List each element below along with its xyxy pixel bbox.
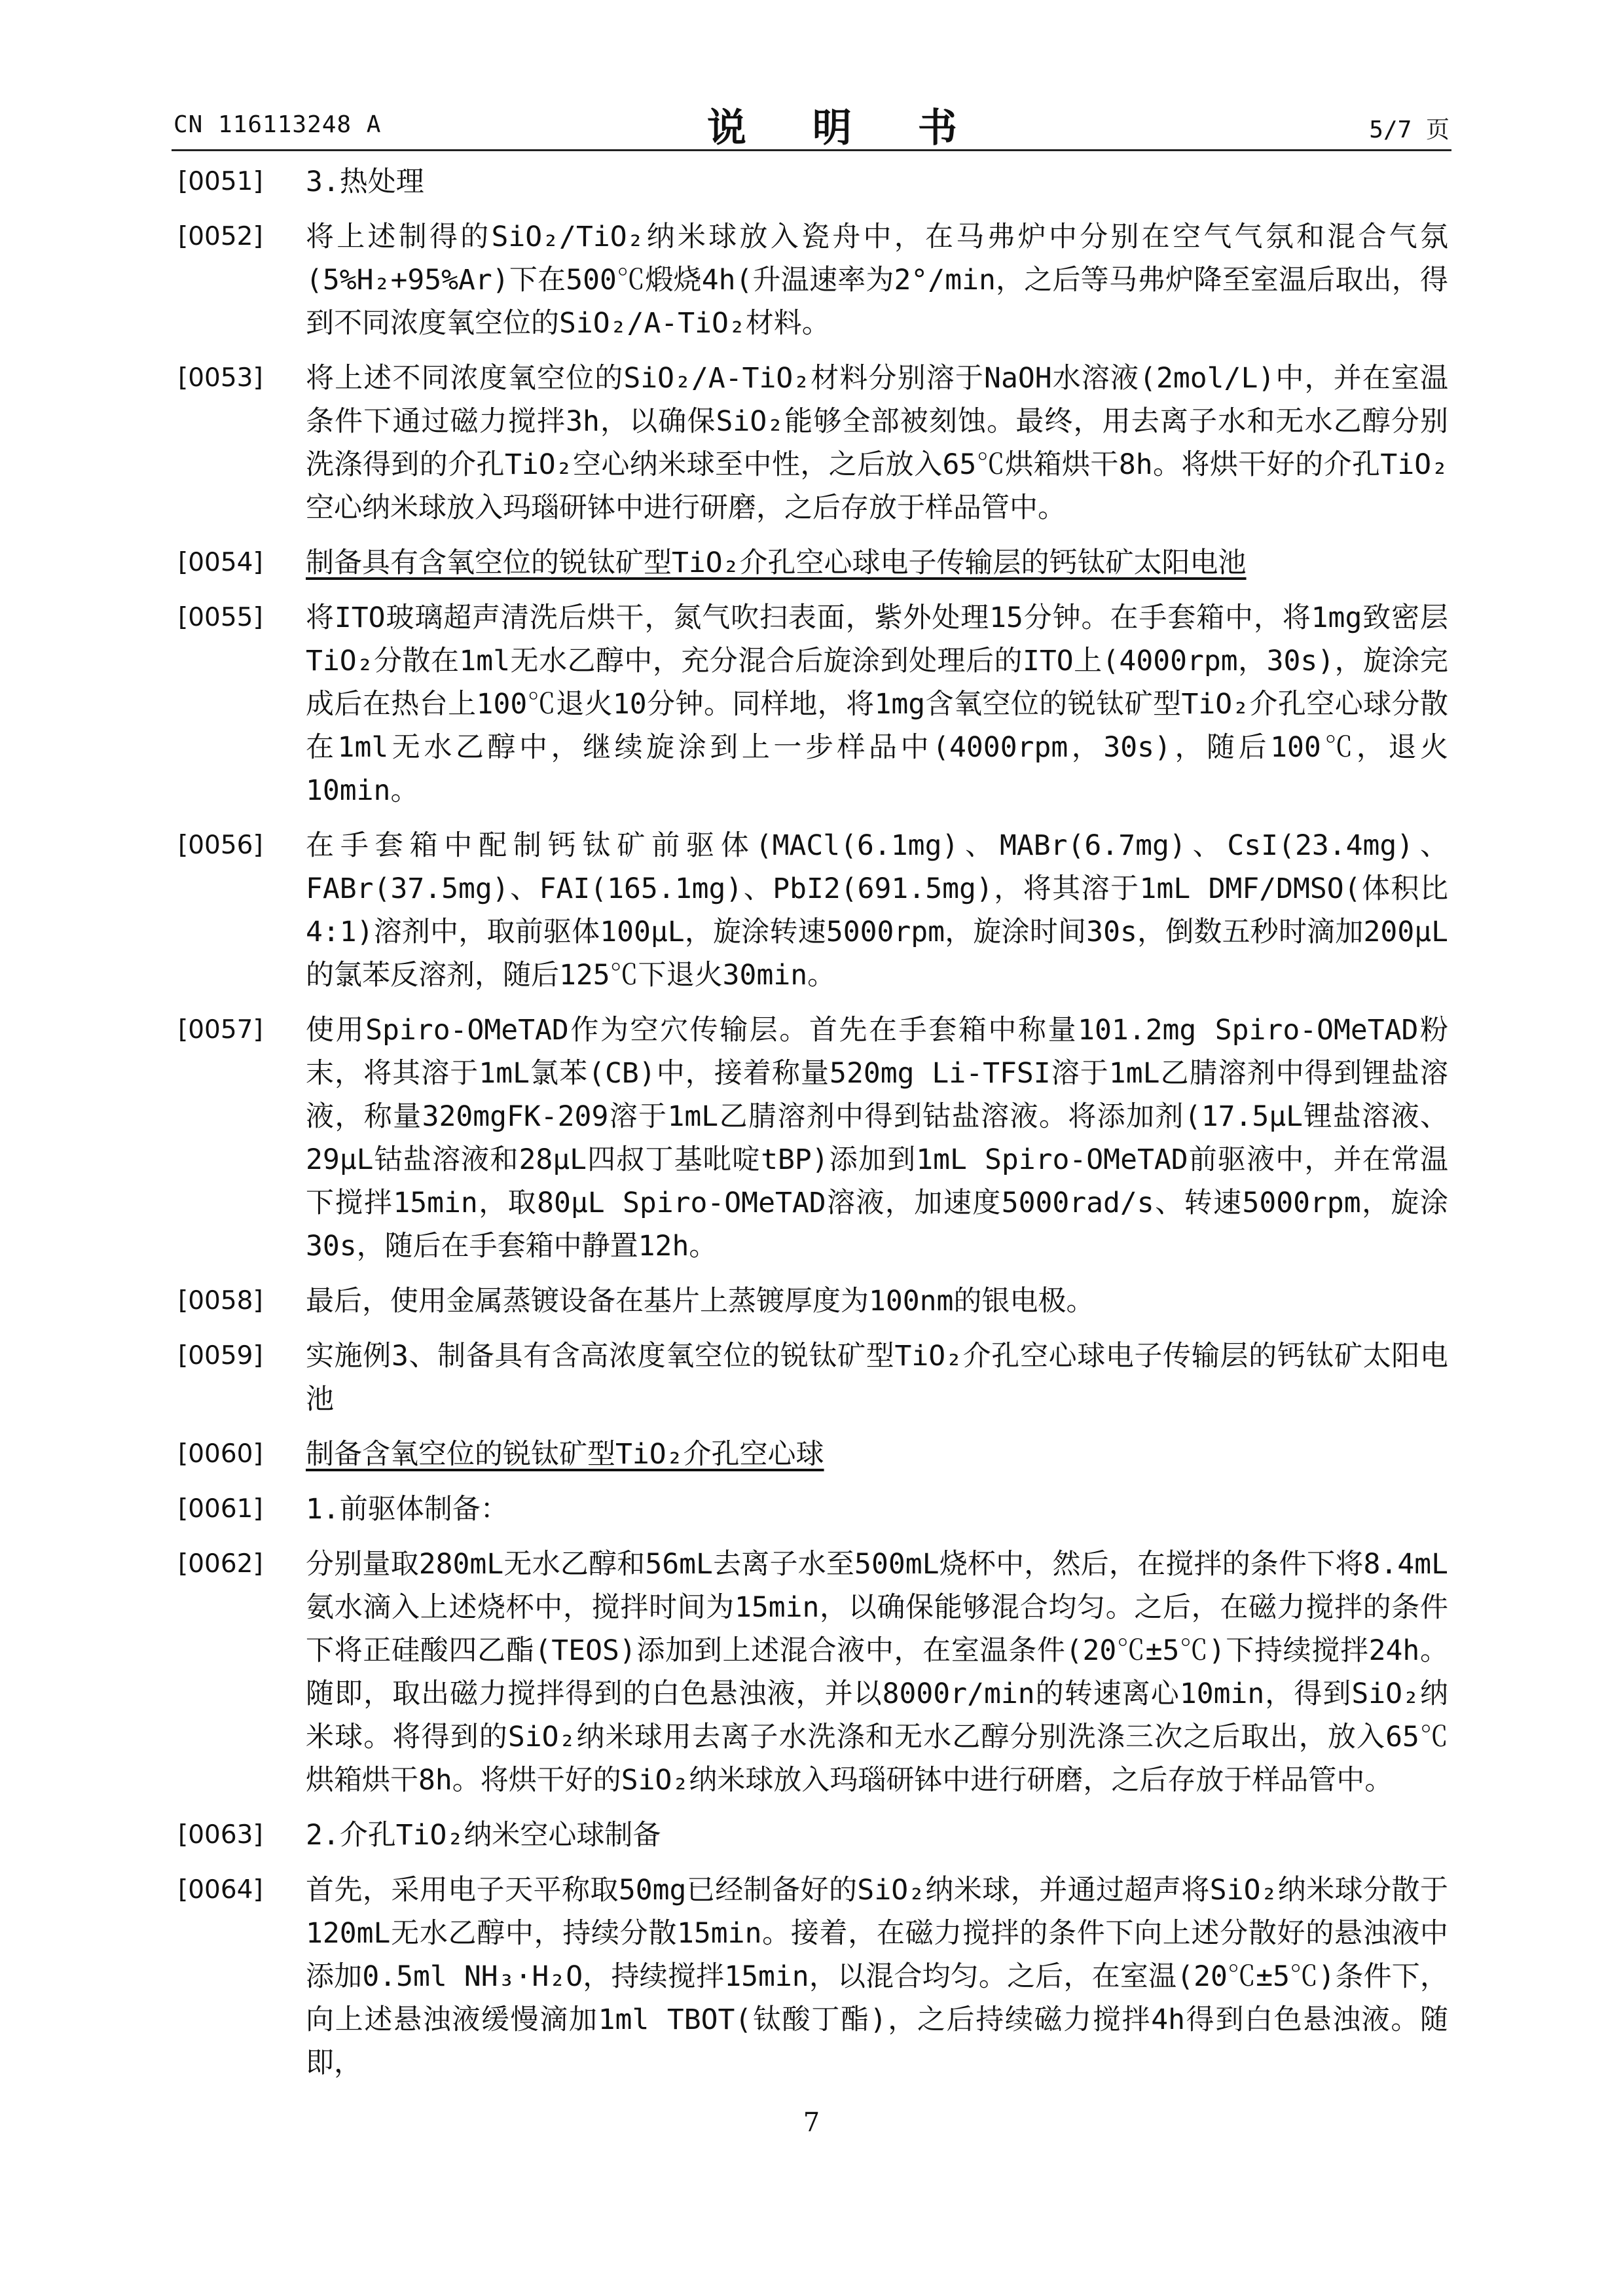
paragraph-number: [0051] bbox=[178, 167, 263, 196]
page-label: 5/7 页 bbox=[1369, 117, 1450, 143]
paragraph bbox=[178, 357, 1448, 529]
paragraph bbox=[178, 1869, 1448, 2085]
paragraph-text: 将上述制得的SiO₂/TiO₂纳米球放入瓷舟中，在马弗炉中分别在空气气氛和混合气氛(5%H₂+95%Ar)下在500℃煅烧4h(升温速率为2°/min，之后等马弗炉降至室温后取出，得到不同浓度氧空位的SiO₂/A-TiO₂材料。 bbox=[306, 221, 1448, 340]
document-body bbox=[178, 160, 1448, 2096]
paragraph-number: [0060] bbox=[178, 1439, 263, 1469]
paragraph-number: [0062] bbox=[178, 1549, 263, 1579]
paragraph-text: 在手套箱中配制钙钛矿前驱体(MACl(6.1mg)、MABr(6.7mg)、CsI(23.4mg)、FABr(37.5mg)、FAI(165.1mg)、PbI2(691.5mg)，将其溶于1mL DMF/DMSO(体积比4:1)溶剂中，取前驱体100μL，旋涂转速5000rpm，旋涂时间30s，倒数五秒时滴加200μL的氯苯反溶剂，随后125℃下退火30min。 bbox=[306, 829, 1448, 992]
paragraph-number: [0063] bbox=[178, 1820, 263, 1850]
paragraph-number: [0059] bbox=[178, 1341, 263, 1371]
paragraph bbox=[178, 596, 1448, 812]
paragraph-number: [0052] bbox=[178, 222, 263, 251]
paragraph bbox=[178, 824, 1448, 997]
paragraph-text: 最后，使用金属蒸镀设备在基片上蒸镀厚度为100nm的银电极。 bbox=[306, 1285, 1095, 1318]
paragraph-number: [0055] bbox=[178, 603, 263, 632]
page-header bbox=[0, 0, 1623, 157]
page-number: 7 bbox=[803, 2108, 820, 2138]
paragraph-number: [0058] bbox=[178, 1286, 263, 1316]
paragraph-number: [0056] bbox=[178, 831, 263, 860]
paragraph bbox=[178, 1433, 1448, 1476]
paragraph-text: 3.热处理 bbox=[306, 166, 424, 198]
header-divider bbox=[172, 149, 1451, 151]
paragraph-text: 将上述不同浓度氧空位的SiO₂/A-TiO₂材料分别溶于NaOH水溶液(2mol/L)中，并在室温条件下通过磁力搅拌3h，以确保SiO₂能够全部被刻蚀。最终，用去离子水和无水乙醇分别洗涤得到的介孔TiO₂空心纳米球至中性，之后放入65℃烘箱烘干8h。将烘干好的介孔TiO₂空心纳米球放入玛瑙研钵中进行研磨，之后存放于样品管中。 bbox=[306, 362, 1448, 524]
paragraph-text: 使用Spiro-OMeTAD作为空穴传输层。首先在手套箱中称量101.2mg Spiro-OMeTAD粉末，将其溶于1mL氯苯(CB)中，接着称量520mg Li-TFSI溶于1mL乙腈溶剂中得到锂盐溶液，称量320mgFK-209溶于1mL乙腈溶剂中得到钴盐溶液。将添加剂(17.5μL锂盐溶液、29μL钴盐溶液和28μL四叔丁基吡啶tBP)添加到1mL Spiro-OMeTAD前驱液中，并在常温下搅拌15min，取80μL Spiro-OMeTAD溶液，加速度5000rad/s、转速5000rpm，旋涂30s，随后在手套箱中静置12h。 bbox=[306, 1014, 1448, 1263]
paragraph-number: [0053] bbox=[178, 363, 263, 393]
paragraph-text: 2.介孔TiO₂纳米空心球制备 bbox=[306, 1819, 661, 1852]
paragraph bbox=[178, 541, 1448, 584]
paragraph-text: 首先，采用电子天平称取50mg已经制备好的SiO₂纳米球，并通过超声将SiO₂纳米球分散于120mL无水乙醇中，持续分散15min。接着，在磁力搅拌的条件下向上述分散好的悬浊液中添加0.5ml NH₃·H₂O，持续搅拌15min，以混合均匀。之后，在室温(20℃±5℃)条件下，向上述悬浊液缓慢滴加1ml TBOT(钛酸丁酯)，之后持续磁力搅拌4h得到白色悬浊液。随即， bbox=[306, 1874, 1448, 2079]
paragraph-number: [0057] bbox=[178, 1015, 263, 1045]
paragraph-text: 实施例3、制备具有含高浓度氧空位的锐钛矿型TiO₂介孔空心球电子传输层的钙钛矿太阳电池 bbox=[306, 1340, 1448, 1416]
paragraph-number: [0064] bbox=[178, 1875, 263, 1905]
paragraph bbox=[178, 215, 1448, 345]
paragraph-number: [0054] bbox=[178, 548, 263, 577]
paragraph bbox=[178, 160, 1448, 204]
paragraph-number: [0061] bbox=[178, 1494, 263, 1524]
paragraph-text: 1.前驱体制备： bbox=[306, 1493, 509, 1526]
paragraph bbox=[178, 1488, 1448, 1531]
paragraph-text: 将ITO玻璃超声清洗后烘干，氮气吹扫表面，紫外处理15分钟。在手套箱中，将1mg致密层TiO₂分散在1ml无水乙醇中，充分混合后旋涂到处理后的ITO上(4000rpm，30s)，旋涂完成后在热台上100℃退火10分钟。同样地，将1mg含氧空位的锐钛矿型TiO₂介孔空心球分散在1ml无水乙醇中，继续旋涂到上一步样品中(4000rpm，30s)，随后100℃，退火10min。 bbox=[306, 601, 1448, 807]
section-heading: 制备具有含氧空位的锐钛矿型TiO₂介孔空心球电子传输层的钙钛矿太阳电池 bbox=[306, 547, 1247, 579]
paragraph bbox=[178, 1009, 1448, 1268]
paragraph-text: 分别量取280mL无水乙醇和56mL去离子水至500mL烧杯中，然后，在搅拌的条件下将8.4mL氨水滴入上述烧杯中，搅拌时间为15min，以确保能够混合均匀。之后，在磁力搅拌的条件下将正硅酸四乙酯(TEOS)添加到上述混合液中，在室温条件(20℃±5℃)下持续搅拌24h。随即，取出磁力搅拌得到的白色悬浊液，并以8000r/min的转速离心10min，得到SiO₂纳米球。将得到的SiO₂纳米球用去离子水洗涤和无水乙醇分别洗涤三次之后取出，放入65℃烘箱烘干8h。将烘干好的SiO₂纳米球放入玛瑙研钵中进行研磨，之后存放于样品管中。 bbox=[306, 1548, 1448, 1797]
page-title: 说 明 书 bbox=[707, 105, 983, 151]
paragraph bbox=[178, 1280, 1448, 1323]
section-heading: 制备含氧空位的锐钛矿型TiO₂介孔空心球 bbox=[306, 1438, 824, 1471]
paragraph bbox=[178, 1335, 1448, 1421]
paragraph bbox=[178, 1543, 1448, 1802]
document-number: CN 116113248 A bbox=[173, 111, 382, 138]
paragraph bbox=[178, 1814, 1448, 1857]
